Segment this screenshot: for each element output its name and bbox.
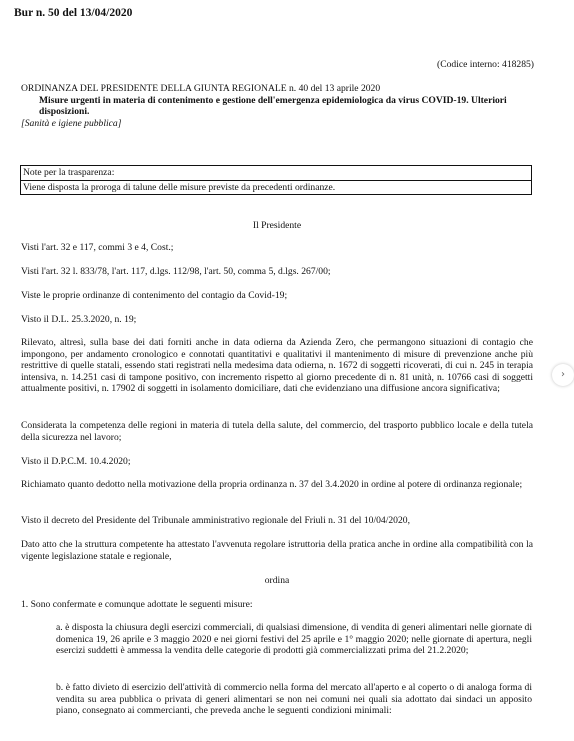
ordinance-category: [Sanità e igiene pubblica] [21, 117, 122, 129]
paragraph: Viste le proprie ordinanze di contenimento del contagio da Covid-19; [21, 290, 288, 301]
ordina-heading: ordina [264, 575, 290, 586]
president-heading: Il Presidente [252, 220, 302, 231]
paragraph: Visto il D.L. 25.3.2020, n. 19; [21, 314, 137, 325]
ordinance-title-block [21, 83, 541, 129]
sub-item-b: b. è fatto divieto di esercizio dell'attività di commercio nella forma del mercato all'aperto e al coperto o di analoga forma di vendita su area pubblica o privata di generi alimentari se non nei comuni nei quali sia adottato dai sindaci un apposito piano, consegnato ai commercianti, che preveda anche le seguenti condizioni minimali: [56, 682, 532, 717]
paragraph: Visti l'art. 32 l. 833/78, l'art. 117, d.lgs. 112/98, l'art. 50, comma 5, d.lgs. 267/00; [21, 266, 331, 277]
paragraph: Visto il D.P.C.M. 10.4.2020; [21, 456, 131, 467]
ordinance-subject: Misure urgenti in materia di contenimento e gestione dell'emergenza epidemiologica da virus COVID-19. Ulteriori disposizioni. [39, 94, 507, 118]
paragraph: Dato atto che la struttura competente ha attestato l'avvenuta regolare istruttoria della pratica anche in ordine alla compatibilità con la vigente legislazione statale e regionale, [21, 539, 533, 562]
paragraph: Rilevato, altresì, sulla base dei dati forniti anche in data odierna da Azienda Zero, che permangono situazioni di contagio che impongono, per andamento cronologico e connotati quantitativi e qualitativi il mantenimento di misure di prevenzione anche più restrittive di quelle statali, essendo stati registrati nella medesima data odierna, n. 1672 di soggetti ricoverati, di cui n. 245 in terapia intensiva, n. 14.251 casi di tampone positivo, con incremento rispetto al giorno precedente di n. 81 unità, n. 10766 casi di soggetti attualmente positivi, n. 17902 di soggetti in isolamento domiciliare, dati che evidenziano una diffusione ancora significativa; [21, 337, 533, 395]
paragraph: Richiamato quanto dedotto nella motivazione della propria ordinanza n. 37 del 3.4.2020 in ordine al potere di ordinanza regionale; [21, 479, 523, 490]
sub-item-a: a. è disposta la chiusura degli esercizi commerciali, di qualsiasi dimensione, di vendita di generi alimentari nelle giornate di domenica 19, 26 aprile e 3 maggio 2020 e nei giorni festivi del 25 aprile e 1° maggio 2020; nelle giornate di apertura, negli esercizi suddetti è ammessa la vendita delle categorie di prodotti già commercializzati prima del 21.2.2020; [56, 622, 532, 657]
notes-heading: Note per la trasparenza: [21, 166, 531, 181]
internal-code: (Codice interno: 418285) [437, 59, 534, 70]
paragraph: Visti l'art. 32 e 117, commi 3 e 4, Cost.; [21, 242, 174, 253]
list-item: 1. Sono confermate e comunque adottate le seguenti misure: [21, 599, 253, 610]
notes-text: Viene disposta la proroga di talune delle misure previste da precedenti ordinanze. [23, 181, 336, 193]
chevron-right-icon: › [561, 369, 565, 381]
paragraph: Visto il decreto del Presidente del Tribunale amministrativo regionale del Friuli n. 31 del 10/04/2020, [21, 515, 410, 526]
transparency-notes [20, 165, 532, 195]
ordinance-title: ORDINANZA DEL PRESIDENTE DELLA GIUNTA REGIONALE n. 40 del 13 aprile 2020 [21, 83, 381, 94]
bulletin-header: Bur n. 50 del 13/04/2020 [14, 7, 133, 19]
next-page-button[interactable] [552, 364, 574, 386]
paragraph: Considerata la competenza delle regioni in materia di tutela della salute, del commercio, del trasporto pubblico locale e della tutela della sicurezza nel lavoro; [21, 420, 533, 443]
